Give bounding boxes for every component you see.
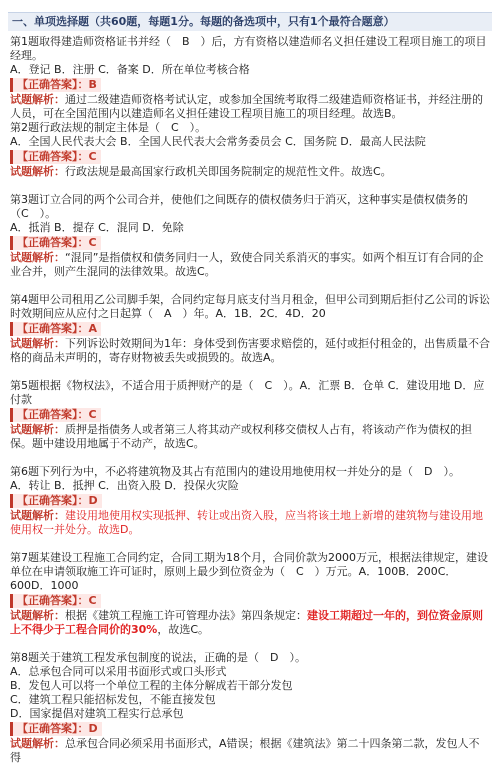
answer-value: C (88, 594, 97, 607)
analysis-text: 质押是指债务人或者第三人将其动产或权利移交债权人占有，将该动产作为债权的担保。题中建设用地属于不动产，故选C。 (10, 423, 472, 450)
spacer (10, 365, 490, 379)
analysis-label: 试题解析： (10, 165, 65, 178)
question-7 (10, 551, 490, 637)
analysis-text: 通过二级建造师资格考试认定，或参加全国统考取得二级建造师资格证书，并经注册的人员，可在全国范围内以建造师名义担任建设工程项目施工的项目经理。故选B。 (10, 93, 483, 120)
analysis (10, 423, 490, 451)
analysis (10, 93, 490, 121)
answer-label: 【正确答案】： (17, 150, 89, 163)
question-2 (10, 121, 490, 179)
answer-badge (10, 236, 101, 250)
answer-label: 【正确答案】： (17, 594, 89, 607)
analysis-label: 试题解析： (10, 509, 65, 522)
option-c: C．建筑工程只能招标发包，不能直接发包 (10, 693, 216, 706)
question-options: A．登记 B．注册 C．备案 D．所在单位考核合格 (10, 63, 250, 76)
answer-label: 【正确答案】： (17, 722, 89, 735)
spacer (10, 637, 490, 651)
section-title: 一、单项选择题（共60题，每题1分。每题的备选项中，只有1个最符合题意） (8, 12, 492, 31)
answer-badge (10, 322, 101, 336)
answer-value: C (88, 150, 97, 163)
answer-label: 【正确答案】： (17, 408, 89, 421)
analysis-text: 行政法规是最高国家行政机关即国务院制定的规范性文件。故选C。 (65, 165, 392, 178)
spacer (10, 179, 490, 193)
analysis (10, 737, 490, 765)
answer-label: 【正确答案】： (17, 494, 89, 507)
question-options: A．抵消 B．提存 C．混同 D．免除 (10, 221, 184, 234)
answer-badge (10, 78, 101, 92)
answer-badge (10, 722, 102, 736)
question-3 (10, 193, 490, 279)
spacer (10, 451, 490, 465)
answer-value: B (88, 78, 97, 91)
analysis-label: 试题解析： (10, 337, 65, 350)
spacer (10, 537, 490, 551)
question-stem: 第8题关于建筑工程发承包制度的说法，正确的是（ D ）。 (10, 651, 306, 664)
analysis (10, 251, 490, 279)
question-stem: 第5题根据《物权法》，不适合用于质押财产的是（ C ）。A．汇票 B．仓单 C．建设用地 D．应付款 (10, 379, 485, 406)
answer-badge (10, 594, 101, 608)
question-stem: 第6题下列行为中，不必将建筑物及其占有范围内的建设用地使用权一并处分的是（ D ）。 (10, 465, 460, 478)
analysis-label: 试题解析： (10, 737, 65, 750)
question-stem: 第7题某建设工程施工合同约定，合同工期为18个月，合同价款为2000万元，根据法律规定，建设单位在申请领取施工许可证时，原则上最少到位资金为（ C ）万元。A．100B．200C．600D．1000 (10, 551, 488, 592)
analysis-text: 总承包合同必须采用书面形式，A错误；根据《建筑法》第二十四条第二款，发包人不得 (10, 737, 480, 764)
answer-value: C (88, 408, 97, 421)
option-d: D．国家提倡对建筑工程实行总承包 (10, 707, 184, 720)
question-stem: 第1题取得建造师资格证书并经（ B ）后，方有资格以建造师名义担任建设工程项目施工的项目经理。 (10, 35, 487, 62)
analysis-text: “混同”是指债权和债务同归一人，致使合同关系消灭的事实。如两个相互订有合同的企业合并，则产生混同的法律效果。故选C。 (10, 251, 484, 278)
answer-badge (10, 408, 101, 422)
option-a: A．总承包合同可以采用书面形式或口头形式 (10, 665, 227, 678)
question-1 (10, 35, 490, 121)
analysis (10, 509, 490, 537)
question-5 (10, 379, 490, 451)
question-4 (10, 293, 490, 365)
answer-value: A (88, 322, 98, 335)
answer-label: 【正确答案】： (17, 78, 89, 91)
analysis-label: 试题解析： (10, 251, 65, 264)
answer-value: C (88, 236, 97, 249)
analysis (10, 337, 490, 365)
question-stem: 第3题订立合同的两个公司合并，使他们之间既存的债权债务归于消灭，这种事实是债权债务的（C ）。 (10, 193, 468, 220)
answer-badge (10, 150, 101, 164)
analysis (10, 165, 490, 179)
analysis-text: 下列诉讼时效期间为1年：身体受到伤害要求赔偿的，延付或拒付租金的，出售质量不合格的商品未声明的，寄存财物被丢失或损毁的。故选A。 (10, 337, 490, 364)
question-options: A．转让 B．抵押 C．出资入股 D．投保火灾险 (10, 479, 239, 492)
analysis-label: 试题解析： (10, 609, 65, 622)
question-stem: 第2题行政法规的制定主体是（ C ）。 (10, 121, 207, 134)
option-b: B．发包人可以将一个单位工程的主体分解成若干部分发包 (10, 679, 293, 692)
analysis (10, 609, 490, 637)
question-6 (10, 465, 490, 537)
answer-label: 【正确答案】： (17, 322, 89, 335)
analysis-label: 试题解析： (10, 423, 65, 436)
analysis-text-highlight: 建设用地使用权实现抵押、转让或出资入股，应当将该土地上新增的建筑物与建设用地使用权一并处分。故选D。 (10, 509, 483, 536)
question-options: A．全国人民代表大会 B．全国人民代表大会常务委员会 C．国务院 D．最高人民法院 (10, 135, 426, 148)
answer-value: D (88, 722, 98, 735)
analysis-text: 根据《建筑工程施工许可管理办法》第四条规定： (65, 609, 307, 622)
analysis-label: 试题解析： (10, 93, 65, 106)
answer-badge (10, 494, 102, 508)
analysis-text: ，故选C。 (157, 623, 210, 636)
answer-label: 【正确答案】： (17, 236, 89, 249)
question-stem: 第4题甲公司租用乙公司脚手架，合同约定每月底支付当月租金，但甲公司到期后拒付乙公司的诉讼时效期间应从应付之日起算（ A ）年。A．1B．2C．4D．20 (10, 293, 490, 320)
analysis-text-highlight: 建设工期超过一年的，到位资金原则上不得少于工程合同价的30% (10, 609, 483, 636)
question-8 (10, 651, 490, 765)
spacer (10, 279, 490, 293)
answer-value: D (88, 494, 98, 507)
